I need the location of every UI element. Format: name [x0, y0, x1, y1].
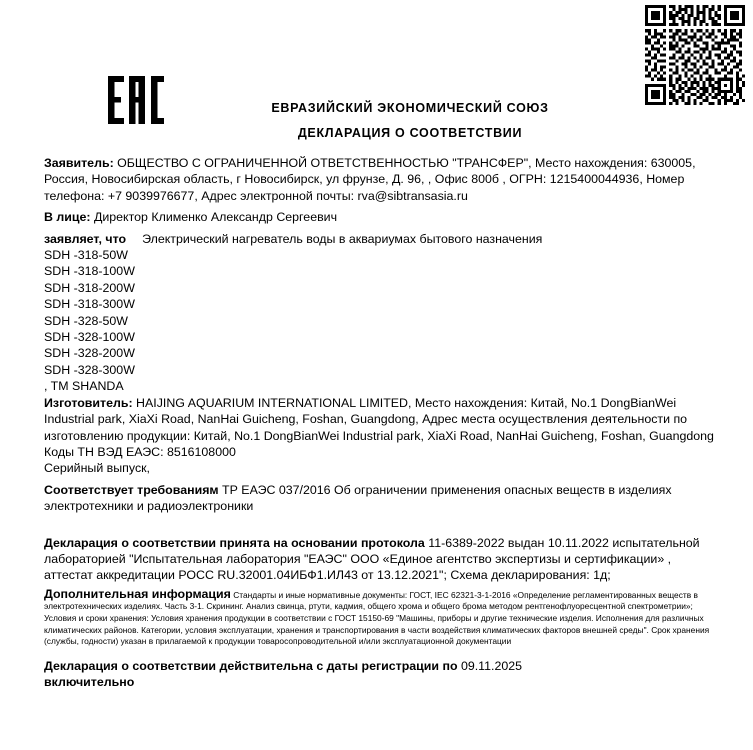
- applicant-label: Заявитель:: [44, 156, 114, 170]
- list-item: SDH -328-100W: [44, 330, 135, 345]
- product-model-list: [44, 247, 716, 395]
- validity-label: Декларация о соответствии действительна с даты регистрации по: [44, 658, 458, 673]
- list-item: SDH -328-300W: [44, 362, 135, 377]
- title-eurasian-union: ЕВРАЗИЙСКИЙ ЭКОНОМИЧЕСКИЙ СОЮЗ: [271, 101, 549, 115]
- document-header: [0, 0, 753, 150]
- production-type: Серийный выпуск,: [44, 461, 150, 476]
- document-titles: [200, 96, 620, 146]
- basis-value: 11-6389-2022 выдан 10.11.2022 испытательной лабораторией "Испытательная лаборатория "ЕАЭС" ООО «Единое агентство экспертизы и сертификации» , аттестат аккредитации РОСС RU.32001.04ИБФ1.ИЛ43 от 13.12.2021"; Схема декларирования: 1д;: [44, 535, 700, 583]
- validity-date: 09.11.2025: [457, 658, 523, 673]
- declares-block: [44, 231, 716, 247]
- validity-block: [44, 658, 716, 691]
- list-item: SDH -328-50W: [44, 313, 129, 328]
- document-body: [44, 155, 716, 691]
- manufacturer-block: [44, 395, 716, 444]
- list-item: SDH -328-200W: [44, 346, 135, 361]
- additional-info-value: Стандарты и иные нормативные документы: ГОСТ, IEC 62321-3-1-2016 «Определение регламентированных веществ в электротехнических изделиях. Часть 3-1. Скрининг. Анализ свинца, ртути, кадмия, общего хрома и общего брома методом рентгенофлуоресцентной спектрометрии»; Условия и сроки хранения: Условия хранения продукции в соответствии с ГОСТ 15150-69 "Машины, приборы и другие технические изделия. Исполнения для различных климатических районов. Категории, условия эксплуатации, хранения и транспортирования в части воздействия климатических факторов внешней среды". Срок хранения (службы, годности) указан в прилагаемой к продукции товаросопроводительной и/или эксплуатационной документации: [44, 589, 710, 647]
- qr-code: [645, 5, 745, 105]
- additional-info-block: [44, 586, 716, 648]
- conformity-block: [44, 482, 716, 515]
- manufacturer-value: HAIJING AQUARIUM INTERNATIONAL LIMITED, Место нахождения: Китай, No.1 DongBianWei Industrial park, XiaXi Road, NanHai Guicheng, Foshan, Guangdong, Адрес места осуществления деятельности по изготовлению продукции: Китай, No.1 DongBianWei Industrial park, XiaXi Road, NanHai Guicheng, Foshan, Guangdong: [44, 395, 714, 443]
- product-description: Электрический нагреватель воды в аквариумах бытового назначения: [142, 231, 543, 246]
- declares-label: заявляет, что: [44, 231, 127, 246]
- representative-label: В лице:: [44, 210, 91, 225]
- applicant-value: ОБЩЕСТВО С ОГРАНИЧЕННОЙ ОТВЕТСТВЕННОСТЬЮ "ТРАНСФЕР", Место нахождения: 630005, Россия, Новосибирская область, г Новосибирск, ул фрунзе, Д. 96, , Офис 800б , ОГРН: 1215400044936, Номер телефона: +7 9039976677, Адрес электронной почты: rva@sibtransasia.ru: [44, 156, 696, 203]
- customs-codes: Коды ТН ВЭД ЕАЭС: 8516108000: [44, 444, 236, 459]
- list-item: SDH -318-200W: [44, 280, 135, 295]
- applicant-block: [44, 155, 716, 204]
- list-item: SDH -318-50W: [44, 248, 129, 263]
- list-item: SDH -318-100W: [44, 264, 135, 279]
- eac-conformity-mark-icon: [108, 76, 164, 124]
- basis-block: [44, 535, 716, 584]
- conformity-label: Соответствует требованиям: [44, 482, 219, 497]
- representative-value: Директор Клименко Александр Сергеевич: [90, 210, 338, 225]
- conformity-value: ТР ЕАЭС 037/2016 Об ограничении применения опасных веществ в изделиях электротехники и радиоэлектроники: [44, 482, 672, 514]
- title-declaration: ДЕКЛАРАЦИЯ О СООТВЕТСТВИИ: [297, 126, 523, 140]
- list-item: SDH -318-300W: [44, 297, 135, 312]
- validity-suffix: включительно: [44, 675, 135, 690]
- representative-block: [44, 209, 716, 225]
- basis-label: Декларация о соответствии принята на основании протокола: [44, 535, 425, 550]
- list-item-trademark: , TM SHANDA: [44, 379, 124, 394]
- manufacturer-label: Изготовитель:: [44, 395, 133, 410]
- additional-info-label: Дополнительная информация: [44, 586, 231, 601]
